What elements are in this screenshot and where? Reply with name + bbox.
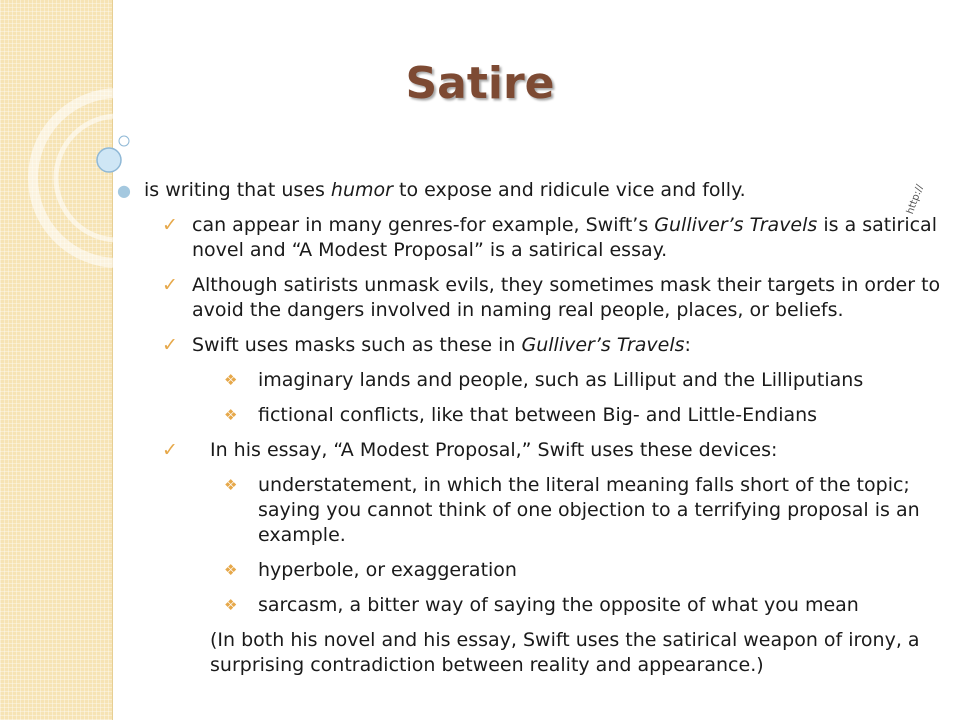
point2-text: Although satirists unmask evils, they sometimes mask their targets in order to avoid the dangers involved in naming real people, places, or beliefs.	[192, 274, 941, 321]
mask-item	[112, 368, 952, 393]
point1-pre: can appear in many genres-for example, Swift’s	[192, 214, 655, 236]
mask-item	[112, 403, 952, 428]
closing-text: (In both his novel and his essay, Swift uses the satirical weapon of irony, a surprising contradiction between reality and appearance.)	[210, 629, 920, 676]
device-item-text: sarcasm, a bitter way of saying the opposite of what you mean	[258, 594, 859, 616]
sidebar-pattern	[0, 0, 112, 720]
point3-post: :	[684, 334, 691, 356]
diamond-bullet-icon: ❖	[224, 596, 238, 614]
checkmark-icon: ✓	[162, 274, 178, 296]
point4-text: In his essay, “A Modest Proposal,” Swift uses these devices:	[210, 439, 778, 461]
diamond-bullet-icon: ❖	[224, 406, 238, 424]
point3-em: Gulliver’s Travels	[521, 334, 685, 356]
device-item-text: hyperbole, or exaggeration	[258, 559, 517, 581]
point1-em: Gulliver’s Travels	[654, 214, 818, 236]
intro-text-pre: is writing that uses	[144, 179, 331, 201]
intro-text-post: to expose and ridicule vice and folly.	[392, 179, 746, 201]
device-item	[112, 593, 952, 618]
device-item-text: understatement, in which the literal meaning falls short of the topic; saying you cannot think of one objection to a terrifying proposal is an example.	[258, 474, 920, 546]
slide-title: Satire	[405, 58, 555, 109]
intro-text-em: humor	[330, 179, 393, 201]
checkmark-icon: ✓	[162, 334, 178, 356]
closing-note	[112, 628, 952, 678]
point3-pre: Swift uses masks such as these in	[192, 334, 522, 356]
checkmark-icon: ✓	[162, 439, 178, 461]
decorative-sidebar	[0, 0, 113, 720]
checkpoint-essay	[112, 438, 952, 463]
point1-post: is a satirical novel and “A Modest Proposal” is a satirical essay.	[192, 214, 937, 261]
checkmark-icon: ✓	[162, 214, 178, 236]
slide-body	[112, 178, 952, 678]
checkpoint-gulliver	[112, 333, 952, 358]
http-stamp: http://	[905, 183, 926, 216]
diamond-bullet-icon: ❖	[224, 476, 238, 494]
device-item	[112, 473, 952, 548]
device-item	[112, 558, 952, 583]
mask-item-text: imaginary lands and people, such as Lilliput and the Lilliputians	[258, 369, 864, 391]
bullet-intro	[112, 178, 952, 203]
dot-bullet-icon: ●	[117, 181, 131, 200]
mask-item-text: fictional conflicts, like that between Big- and Little-Endians	[258, 404, 818, 426]
diamond-bullet-icon: ❖	[224, 371, 238, 389]
checkpoint-genres	[112, 213, 952, 263]
small-bubble-icon	[119, 136, 129, 146]
diamond-bullet-icon: ❖	[224, 561, 238, 579]
checkpoint-masks	[112, 273, 952, 323]
